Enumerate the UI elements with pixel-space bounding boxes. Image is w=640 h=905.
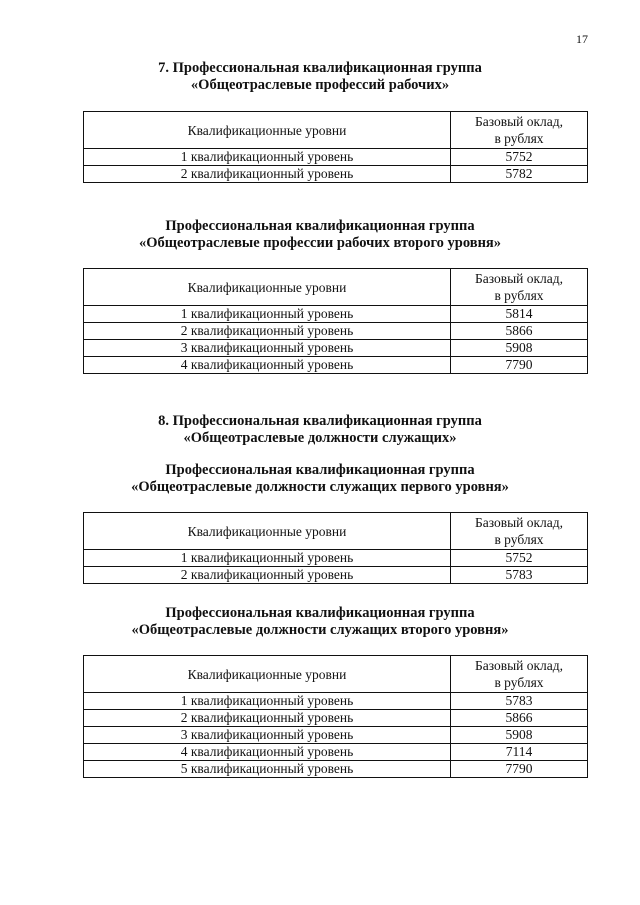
salary-cell: 5866 [451,710,588,727]
table-row [84,340,588,357]
column-header-salary [451,269,588,306]
table-row [84,727,588,744]
table-row [84,567,588,584]
section-heading [0,60,640,94]
salary-cell: 7114 [451,744,588,761]
salary-header-line: Базовый оклад, [474,658,564,673]
heading-line: «Общеотраслевые должности служащих» [183,430,457,446]
table-header-row [84,112,588,149]
table-row [84,744,588,761]
salary-cell: 5908 [451,340,588,357]
salary-cell: 5783 [451,567,588,584]
salary-table [83,512,588,584]
salary-header-line: Базовый оклад, [474,515,564,530]
table-header-row [84,269,588,306]
table-header-row [84,513,588,550]
section-heading [0,413,640,496]
level-cell: 5 квалификационный уровень [84,761,451,778]
salary-cell: 5866 [451,323,588,340]
section-employees-first-level [0,413,640,584]
level-cell: 3 квалификационный уровень [84,340,451,357]
section-workers-second-level [0,218,640,374]
salary-cell: 7790 [451,357,588,374]
heading-line: 8. Профессиональная квалификационная группа [158,413,482,429]
salary-cell: 5908 [451,727,588,744]
salary-header-line: в рублях [494,131,544,146]
page-number: 17 [576,32,588,46]
salary-header-line: Базовый оклад, [474,271,564,286]
column-header-level: Квалификационные уровни [84,269,451,306]
heading-line: Профессиональная квалификационная группа [165,462,475,478]
salary-table [83,111,588,183]
column-header-salary [451,656,588,693]
table-row [84,149,588,166]
salary-cell: 7790 [451,761,588,778]
table-row [84,166,588,183]
table-row [84,761,588,778]
heading-line: «Общеотраслевые должности служащих второго уровня» [131,622,509,638]
heading-spacer [0,447,640,462]
level-cell: 1 квалификационный уровень [84,149,451,166]
heading-line: «Общеотраслевые должности служащих первого уровня» [131,479,509,495]
heading-line: «Общеотраслевые профессии рабочих второго уровня» [138,235,502,251]
level-cell: 2 квалификационный уровень [84,710,451,727]
table-row [84,550,588,567]
heading-line: 7. Профессиональная квалификационная группа [158,60,482,76]
level-cell: 1 квалификационный уровень [84,693,451,710]
table-row [84,357,588,374]
salary-cell: 5814 [451,306,588,323]
level-cell: 4 квалификационный уровень [84,744,451,761]
section-workers [0,60,640,183]
salary-table [83,655,588,778]
level-cell: 1 квалификационный уровень [84,550,451,567]
level-cell: 2 квалификационный уровень [84,323,451,340]
salary-header-line: Базовый оклад, [474,114,564,129]
level-cell: 2 квалификационный уровень [84,166,451,183]
section-heading [0,605,640,639]
salary-cell: 5752 [451,149,588,166]
table-row [84,693,588,710]
heading-line: Профессиональная квалификационная группа [165,218,475,234]
level-cell: 3 квалификационный уровень [84,727,451,744]
salary-header-line: в рублях [494,532,544,547]
heading-line: «Общеотраслевые профессий рабочих» [190,77,450,93]
heading-line: Профессиональная квалификационная группа [165,605,475,621]
table-row [84,306,588,323]
salary-header-line: в рублях [494,675,544,690]
table-header-row [84,656,588,693]
column-header-salary [451,513,588,550]
salary-cell: 5782 [451,166,588,183]
section-employees-second-level [0,605,640,778]
level-cell: 1 квалификационный уровень [84,306,451,323]
salary-cell: 5752 [451,550,588,567]
column-header-salary [451,112,588,149]
column-header-level: Квалификационные уровни [84,513,451,550]
table-row [84,710,588,727]
column-header-level: Квалификационные уровни [84,112,451,149]
salary-cell: 5783 [451,693,588,710]
level-cell: 4 квалификационный уровень [84,357,451,374]
salary-table [83,268,588,374]
section-heading [0,218,640,252]
level-cell: 2 квалификационный уровень [84,567,451,584]
table-row [84,323,588,340]
column-header-level: Квалификационные уровни [84,656,451,693]
salary-header-line: в рублях [494,288,544,303]
